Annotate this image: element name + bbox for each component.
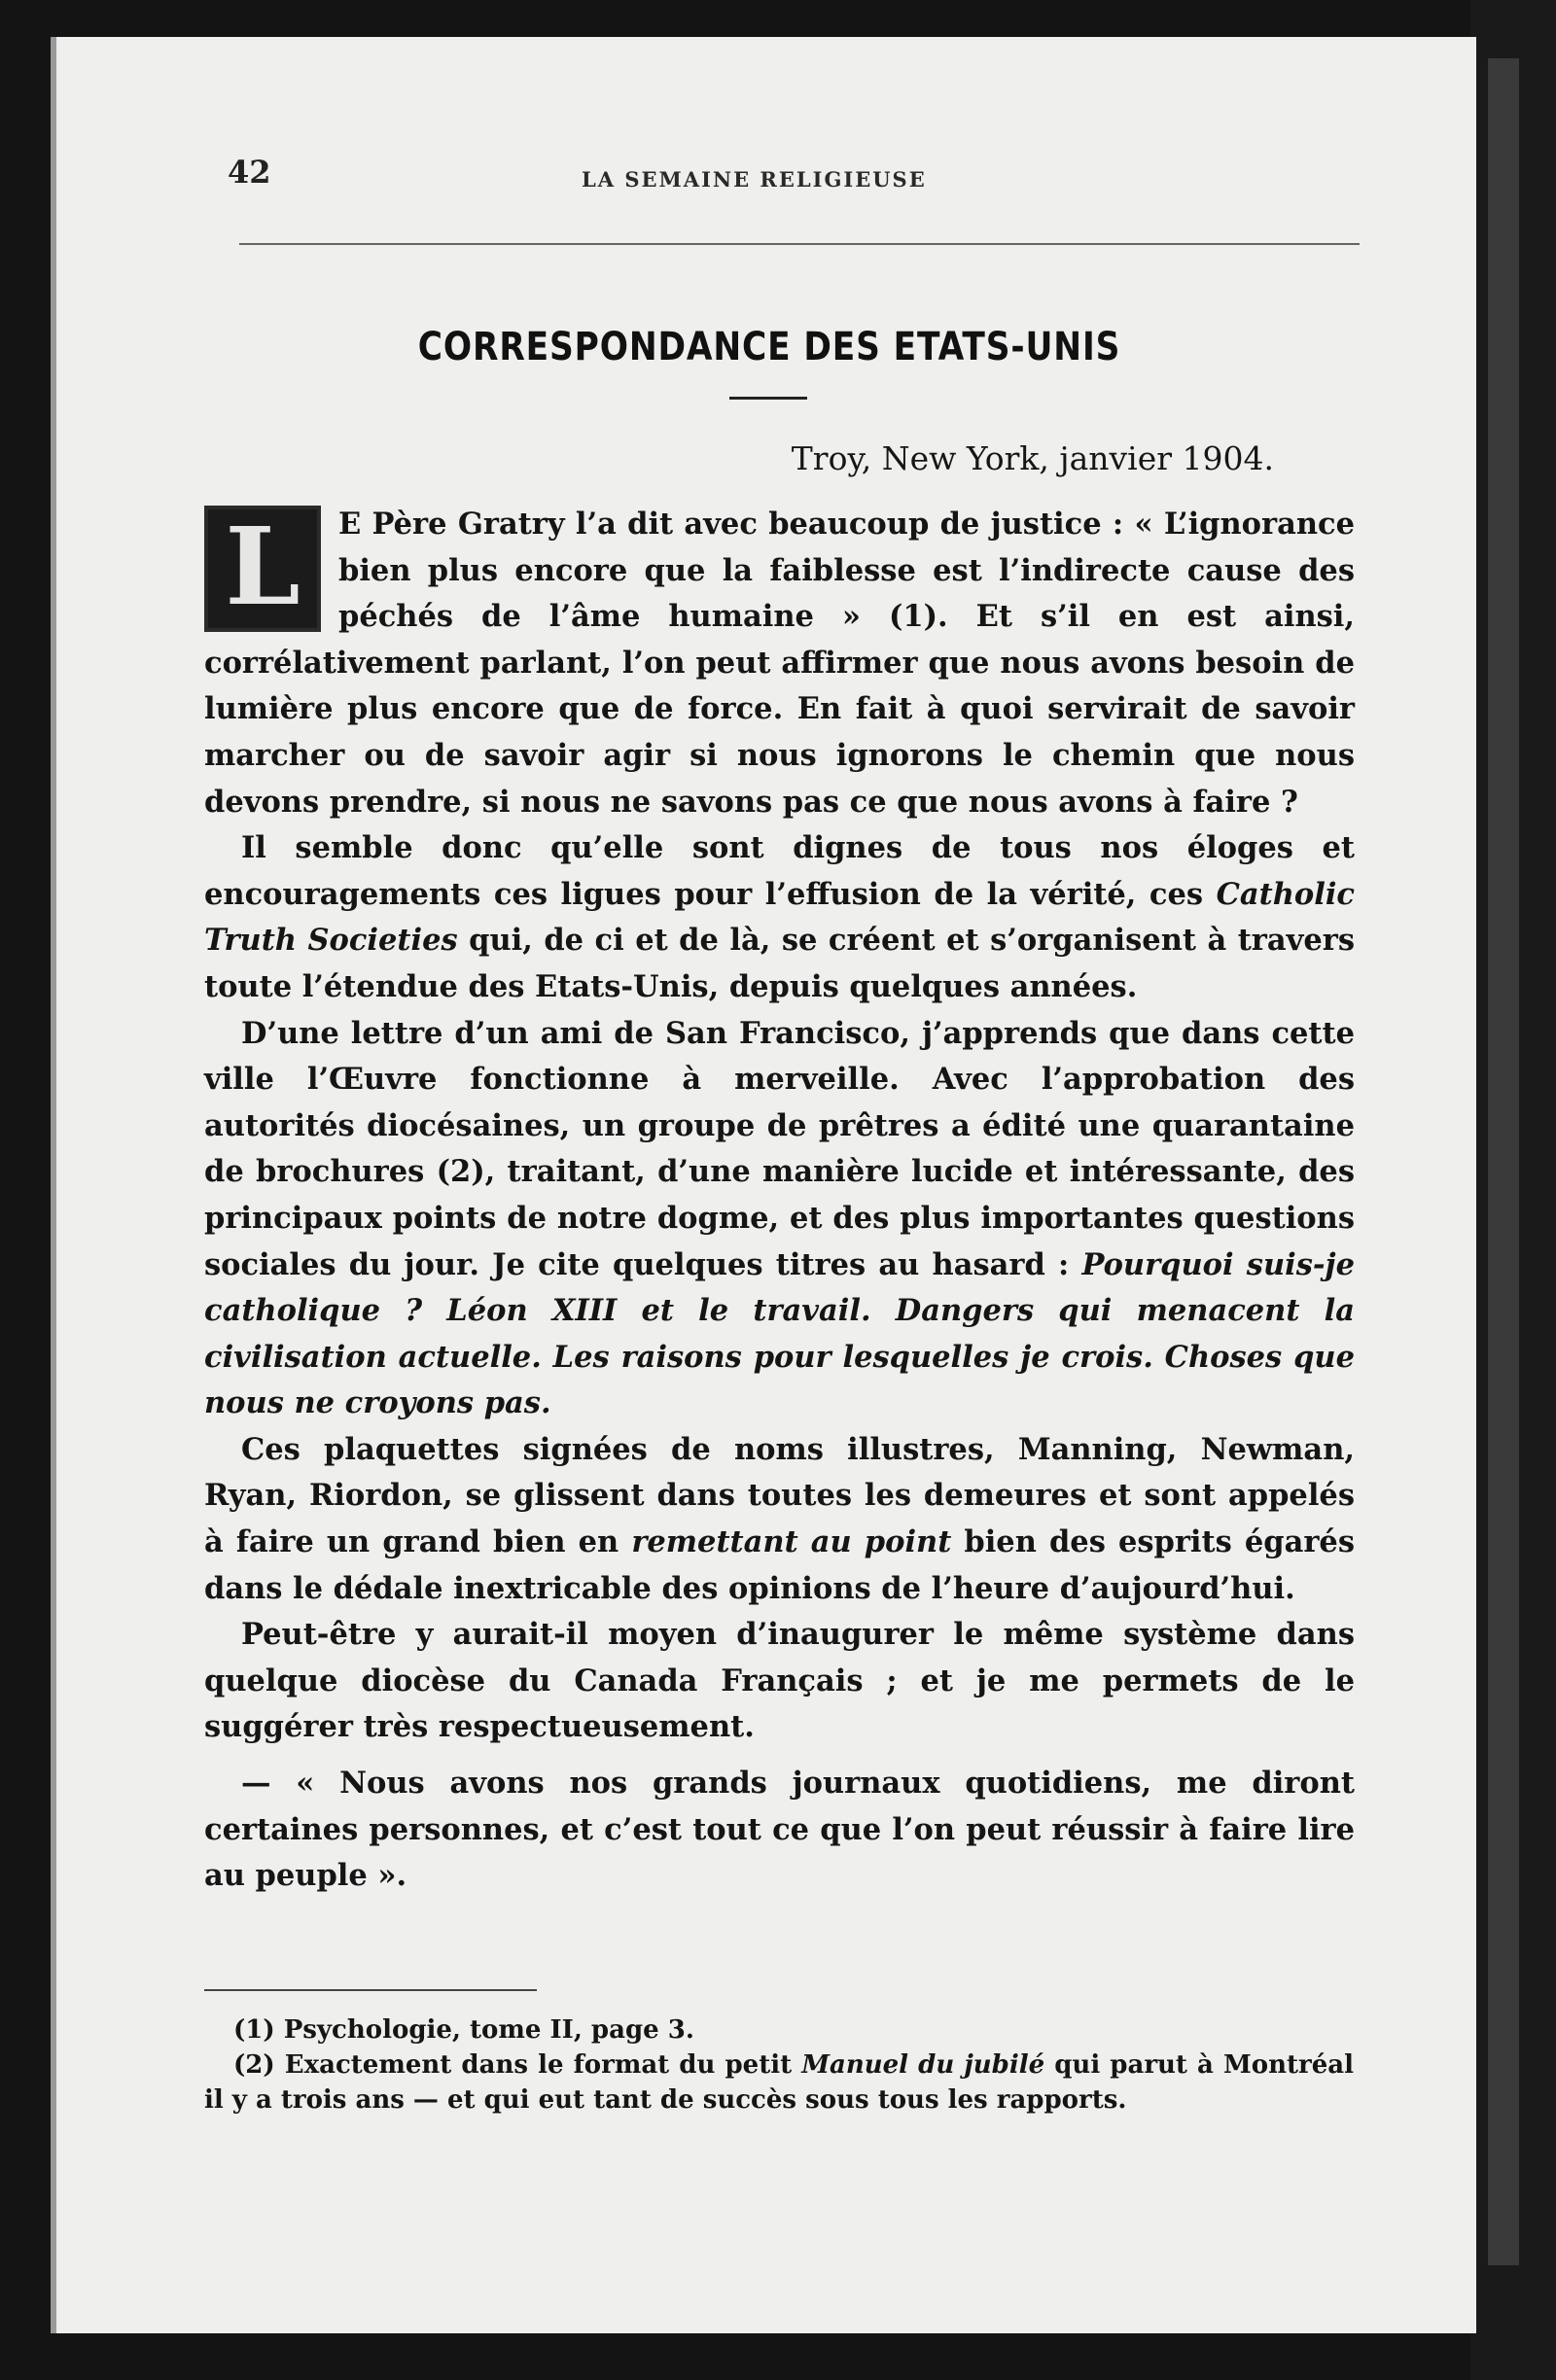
article-title: CORRESPONDANCE DES ETATS-UNIS	[417, 325, 1121, 369]
paragraph-5: Peut-être y aurait-il moyen d’inaugurer le même système dans quelque diocèse du Canada Français ; et je me permets de le suggérer très respectueusement.	[204, 1617, 1355, 1745]
article-body	[204, 502, 1355, 1900]
paragraph-1	[204, 502, 1355, 825]
paragraph-3-italic: Pourquoi suis-je catholique ? Léon XIII et le travail. Dangers qui menacent la civilisation actuelle. Les raisons pour lesquelles je crois. Choses que nous ne croyons pas.	[204, 1246, 1355, 1421]
title-rule	[729, 397, 807, 400]
page-number: 42	[228, 154, 271, 191]
footnote-2-text-b: qui parut à Montréal il y a trois ans — et qui eut tant de succès sous tous les rapports.	[204, 2050, 1354, 2115]
page-header	[56, 115, 1476, 192]
footnote-rule	[204, 1989, 537, 1991]
paragraph-3-text-a: D’une lettre d’un ami de San Francisco, j’apprends que dans cette ville l’Œuvre fonctionne à merveille. Avec l’approbation des autorités diocésaines, un groupe de prêtres a édité une quarantaine de brochures (2), traitant, d’une manière lucide et intéressante, des principaux points de notre dogme, et des plus importantes questions sociales du jour. Je cite quelques titres au hasard :	[204, 1015, 1355, 1282]
paragraph-4-italic: remettant au point	[631, 1524, 952, 1560]
paragraph-3	[204, 1011, 1355, 1427]
paragraph-4-text-b: bien des esprits égarés dans le dédale inextricable des opinions de l’heure d’aujourd’hui.	[204, 1524, 1355, 1606]
book-page	[51, 37, 1476, 2333]
footnote-2	[204, 2048, 1354, 2118]
footnote-1: (1) Psychologie, tome II, page 3.	[233, 2015, 694, 2045]
footnote-2-text-a: (2) Exactement dans le format du petit	[233, 2050, 802, 2080]
adjacent-page-edge	[1488, 58, 1519, 2265]
paragraph-6: — « Nous avons nos grands journaux quotidiens, me diront certaines personnes, et c’est tout ce que l’on peut réussir à faire lire au peuple ».	[204, 1766, 1355, 1894]
footnotes	[204, 2012, 1354, 2118]
drop-cap-ornament: L	[204, 506, 321, 632]
paragraph-2-italic: Catholic Truth Societies	[204, 876, 1355, 959]
paragraph-2-text-b: qui, de ci et de là, se créent et s’organisent à travers toute l’étendue des Etats-Unis, depuis quelques années.	[204, 923, 1355, 1004]
paragraph-4-text-a: Ces plaquettes signées de noms illustres, Manning, Newman, Ryan, Riordon, se glissent dans toutes les demeures et sont appelés à faire un grand bien en	[204, 1431, 1355, 1560]
paragraph-1-text: E Père Gratry l’a dit avec beaucoup de justice : « L’ignorance bien plus encore que la faiblesse est l’indirecte cause des péchés de l’âme humaine » (1). Et s’il en est ainsi, corrélativement parlant, l’on peut affirmer que nous avons besoin de lumière plus encore que de force. En fait à quoi servirait de savoir marcher ou de savoir agir si nous ignorons le chemin que nous devons prendre, si nous ne savons pas ce que nous avons à faire ?	[204, 507, 1355, 820]
dateline: Troy, New York, janvier 1904.	[791, 439, 1274, 477]
footnote-2-italic: Manuel du jubilé	[801, 2050, 1045, 2080]
paragraph-2	[204, 825, 1355, 1010]
header-rule	[239, 243, 1360, 245]
paragraph-4	[204, 1427, 1355, 1612]
paragraph-2-text-a: Il semble donc qu’elle sont dignes de tous nos éloges et encouragements ces ligues pour l’effusion de la vérité, ces	[204, 830, 1355, 912]
running-head: LA SEMAINE RELIGIEUSE	[582, 167, 927, 192]
